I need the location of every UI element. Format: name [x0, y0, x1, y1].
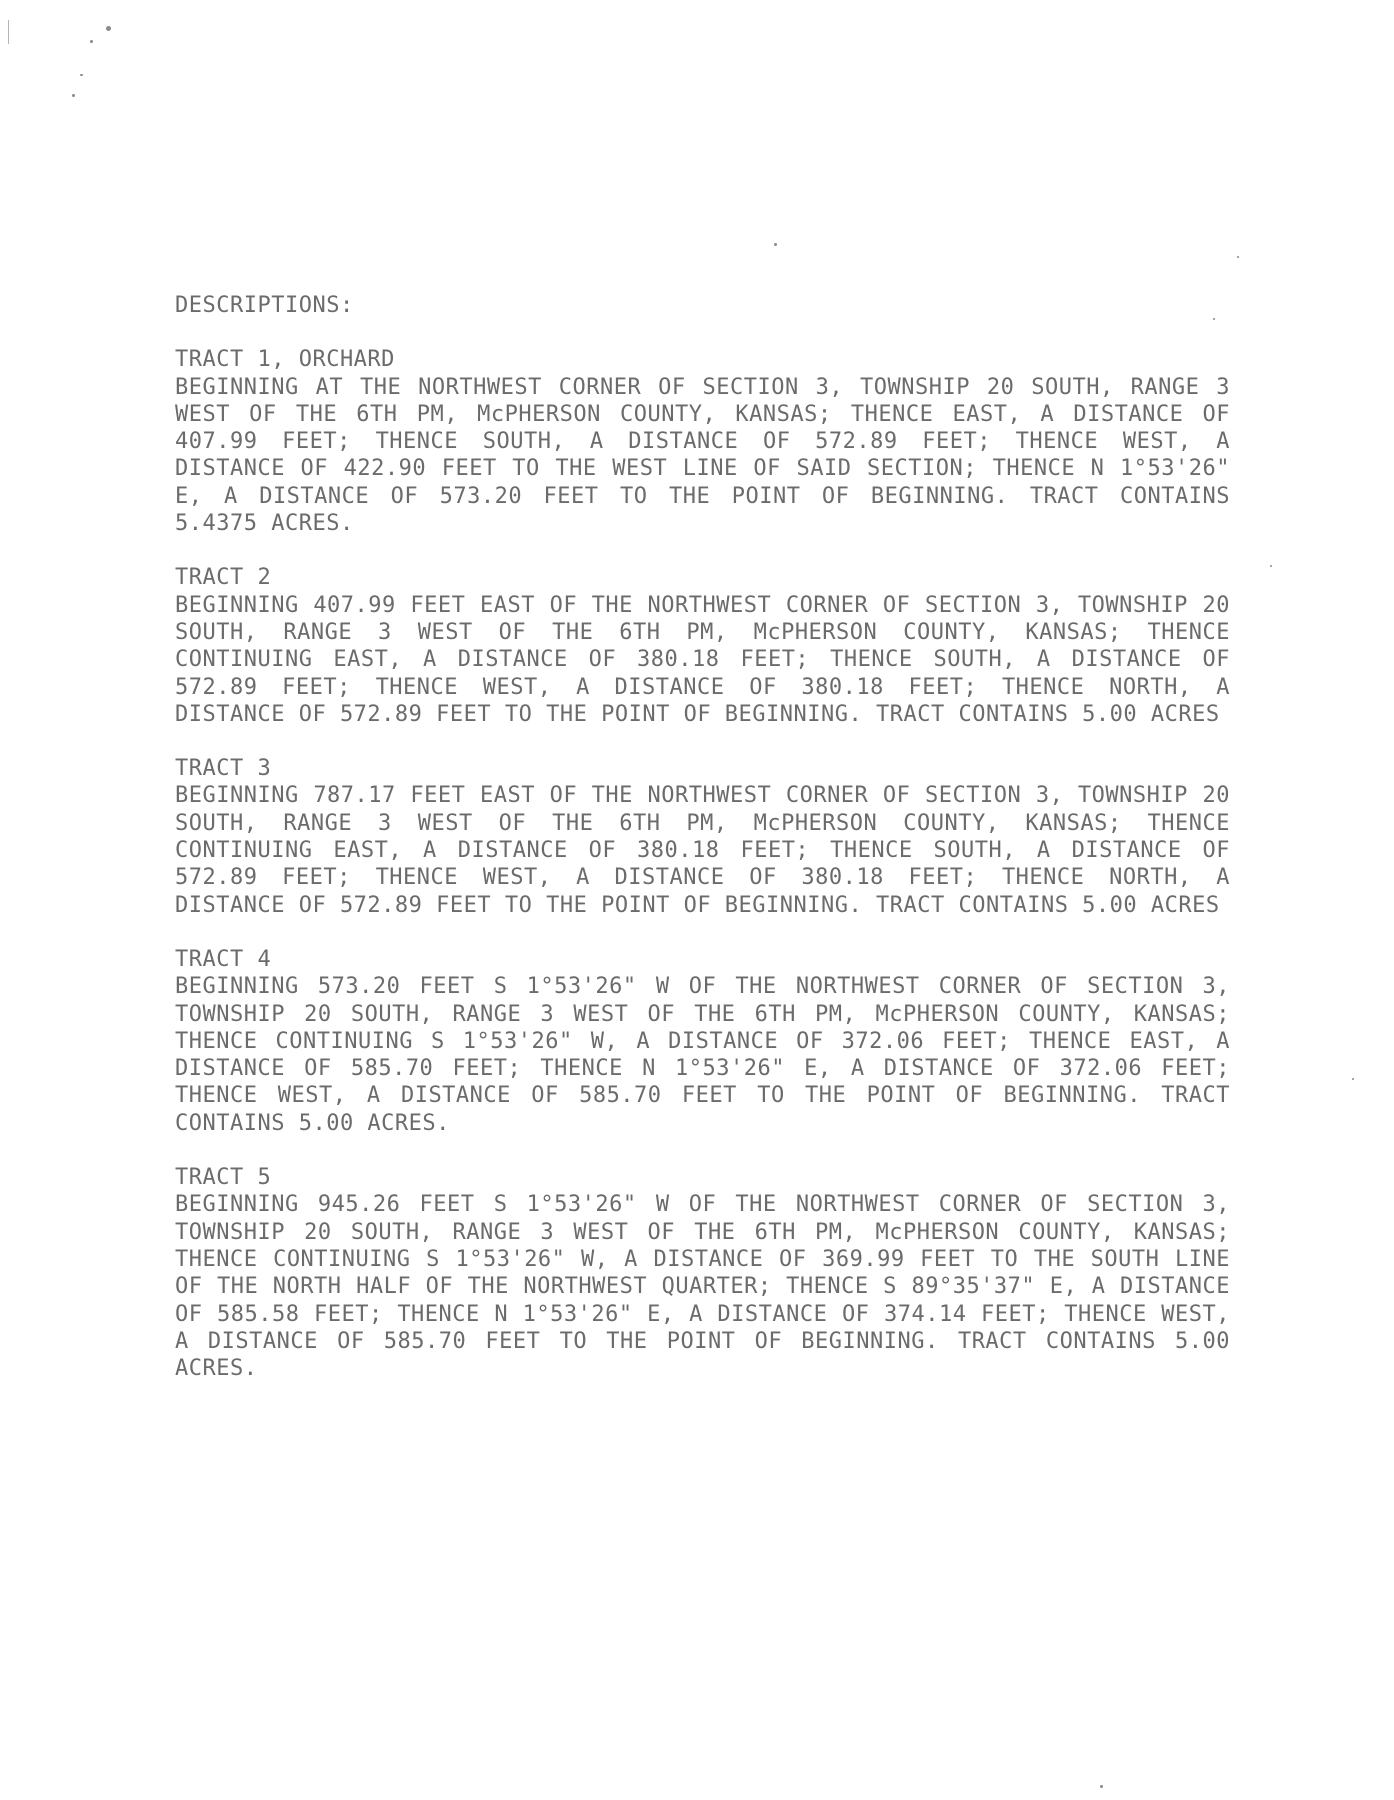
tract-title: TRACT 5: [175, 1165, 272, 1191]
tract-description: BEGINNING AT THE NORTHWEST CORNER OF SECTION 3, TOWNSHIP 20 SOUTH, RANGE 3 WEST OF THE 6TH PM, McPHERSON COUNTY, KANSAS; THENCE EAST, A DISTANCE OF 407.99 FEET; THENCE SOUTH, A DISTANCE OF 572.89 FEET; THENCE WEST, A DISTANCE OF 422.90 FEET TO THE WEST LINE OF SAID SECTION; THENCE N 1°53'26" E, A DISTANCE OF 573.20 FEET TO THE POINT OF BEGINNING. TRACT CONTAINS 5.4375 ACRES.: [175, 374, 1230, 537]
tract-4: [175, 946, 1230, 1137]
tract-1: [175, 346, 1230, 537]
scan-speck: [774, 243, 777, 246]
tract-title: TRACT 1, ORCHARD: [175, 347, 395, 373]
scan-speck: [106, 26, 111, 31]
scan-speck: [80, 74, 83, 76]
tract-3: [175, 755, 1230, 919]
scan-speck: [1100, 1785, 1103, 1788]
tract-title: TRACT 2: [175, 565, 272, 591]
scan-edge-mark: [8, 20, 9, 44]
tract-description: BEGINNING 945.26 FEET S 1°53'26" W OF THE NORTHWEST CORNER OF SECTION 3, TOWNSHIP 20 SOUTH, RANGE 3 WEST OF THE 6TH PM, McPHERSON COUNTY, KANSAS; THENCE CONTINUING S 1°53'26" W, A DISTANCE OF 369.99 FEET TO THE SOUTH LINE OF THE NORTH HALF OF THE NORTHWEST QUARTER; THENCE S 89°35'37" E, A DISTANCE OF 585.58 FEET; THENCE N 1°53'26" E, A DISTANCE OF 374.14 FEET; THENCE WEST, A DISTANCE OF 585.70 FEET TO THE POINT OF BEGINNING. TRACT CONTAINS 5.00 ACRES.: [175, 1192, 1230, 1382]
tract-description: BEGINNING 573.20 FEET S 1°53'26" W OF THE NORTHWEST CORNER OF SECTION 3, TOWNSHIP 20 SOUTH, RANGE 3 WEST OF THE 6TH PM, McPHERSON COUNTY, KANSAS; THENCE CONTINUING S 1°53'26" W, A DISTANCE OF 372.06 FEET; THENCE EAST, A DISTANCE OF 585.70 FEET; THENCE N 1°53'26" E, A DISTANCE OF 372.06 FEET; THENCE WEST, A DISTANCE OF 585.70 FEET TO THE POINT OF BEGINNING. TRACT CONTAINS 5.00 ACRES.: [175, 974, 1230, 1136]
tract-title: TRACT 3: [175, 756, 272, 782]
scan-speck: [72, 94, 75, 97]
tract-5: [175, 1164, 1230, 1382]
tract-title: TRACT 4: [175, 946, 272, 972]
legal-descriptions: [175, 292, 1230, 1409]
scan-speck: [1352, 1078, 1354, 1080]
tract-description: BEGINNING 407.99 FEET EAST OF THE NORTHWEST CORNER OF SECTION 3, TOWNSHIP 20 SOUTH, RANGE 3 WEST OF THE 6TH PM, McPHERSON COUNTY, KANSAS; THENCE CONTINUING EAST, A DISTANCE OF 380.18 FEET; THENCE SOUTH, A DISTANCE OF 572.89 FEET; THENCE WEST, A DISTANCE OF 380.18 FEET; THENCE NORTH, A DISTANCE OF 572.89 FEET TO THE POINT OF BEGINNING. TRACT CONTAINS 5.00 ACRES: [175, 592, 1230, 727]
scan-speck: [1237, 256, 1239, 258]
scan-speck: [90, 40, 93, 43]
tract-2: [175, 564, 1230, 728]
scan-speck: [1270, 565, 1272, 567]
tract-description: BEGINNING 787.17 FEET EAST OF THE NORTHWEST CORNER OF SECTION 3, TOWNSHIP 20 SOUTH, RANGE 3 WEST OF THE 6TH PM, McPHERSON COUNTY, KANSAS; THENCE CONTINUING EAST, A DISTANCE OF 380.18 FEET; THENCE SOUTH, A DISTANCE OF 572.89 FEET; THENCE WEST, A DISTANCE OF 380.18 FEET; THENCE NORTH, A DISTANCE OF 572.89 FEET TO THE POINT OF BEGINNING. TRACT CONTAINS 5.00 ACRES: [175, 783, 1230, 918]
descriptions-heading: DESCRIPTIONS:: [175, 293, 354, 318]
